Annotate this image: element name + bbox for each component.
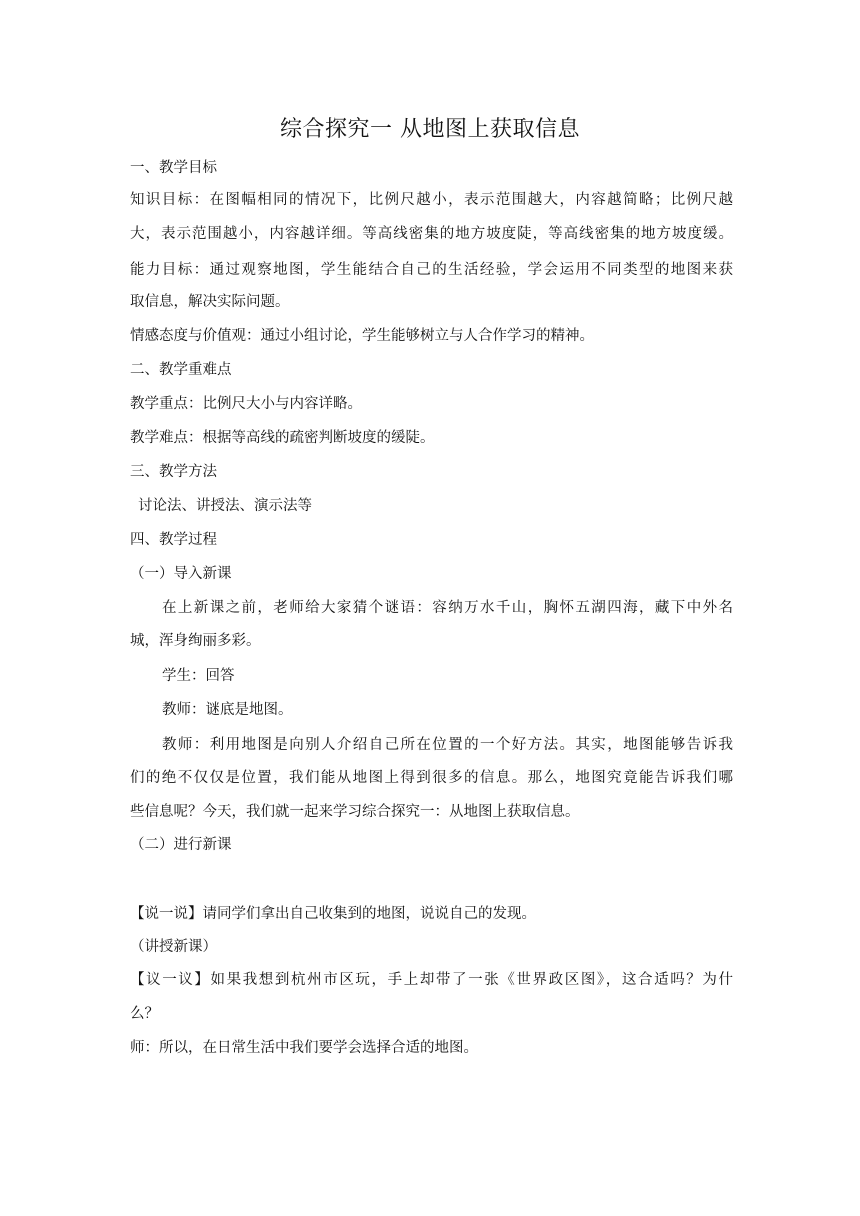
paragraph-line: 教学重点：比例尺大小与内容详略。 [130, 396, 362, 412]
paragraph-line: 大，表示范围越小，内容越详细。等高线密集的地方坡度陡，等高线密集的地方坡度缓。 [130, 226, 733, 242]
heading-teaching-goals: 一、教学目标 [130, 160, 217, 176]
paragraph-line: 们的绝不仅仅是位置，我们能从地图上得到很多的信息。那么，地图究竟能告诉我们哪 [130, 770, 733, 786]
paragraph-line: 师：所以，在日常生活中我们要学会选择合适的地图。 [130, 1040, 478, 1056]
subheading-intro: （一）导入新课 [130, 566, 232, 582]
paragraph-line: 城，浑身绚丽多彩。 [130, 633, 261, 649]
paragraph-line: 取信息，解决实际问题。 [130, 294, 290, 310]
paragraph-line: 么？ [130, 1006, 159, 1022]
paragraph-line: 知识目标：在图幅相同的情况下，比例尺越小，表示范围越大，内容越简略；比例尺越 [130, 192, 733, 208]
paragraph-line: 在上新课之前，老师给大家猜个谜语：容纳万水千山，胸怀五湖四海，藏下中外名 [162, 600, 733, 616]
paragraph-line: 【说一说】请同学们拿出自己收集到的地图，说说自己的发现。 [130, 906, 536, 922]
paragraph-line: （讲授新课） [130, 939, 217, 955]
paragraph-line: 【议一议】如果我想到杭州市区玩，手上却带了一张《世界政区图》，这合适吗？为什 [130, 972, 733, 988]
paragraph-line: 教师：谜底是地图。 [162, 702, 293, 718]
document-title: 综合探究一 从地图上获取信息 [280, 117, 580, 142]
subheading-new-lesson: （二）进行新课 [130, 837, 232, 853]
paragraph-line: 学生：回答 [162, 668, 235, 684]
paragraph-line: 教学难点：根据等高线的疏密判断坡度的缓陡。 [130, 430, 435, 446]
heading-teaching-methods: 三、教学方法 [130, 464, 217, 480]
paragraph-line: 教师：利用地图是向别人介绍自己所在位置的一个好方法。其实，地图能够告诉我 [162, 737, 733, 753]
paragraph-line: 情感态度与价值观：通过小组讨论，学生能够树立与人合作学习的精神。 [130, 328, 594, 344]
heading-teaching-process: 四、教学过程 [130, 532, 217, 548]
paragraph-line: 讨论法、讲授法、演示法等 [138, 498, 312, 514]
paragraph-line: 些信息呢？今天，我们就一起来学习综合探究一：从地图上获取信息。 [130, 804, 580, 820]
heading-key-points: 二、教学重难点 [130, 362, 232, 378]
paragraph-line: 能力目标：通过观察地图，学生能结合自己的生活经验，学会运用不同类型的地图来获 [130, 262, 733, 278]
